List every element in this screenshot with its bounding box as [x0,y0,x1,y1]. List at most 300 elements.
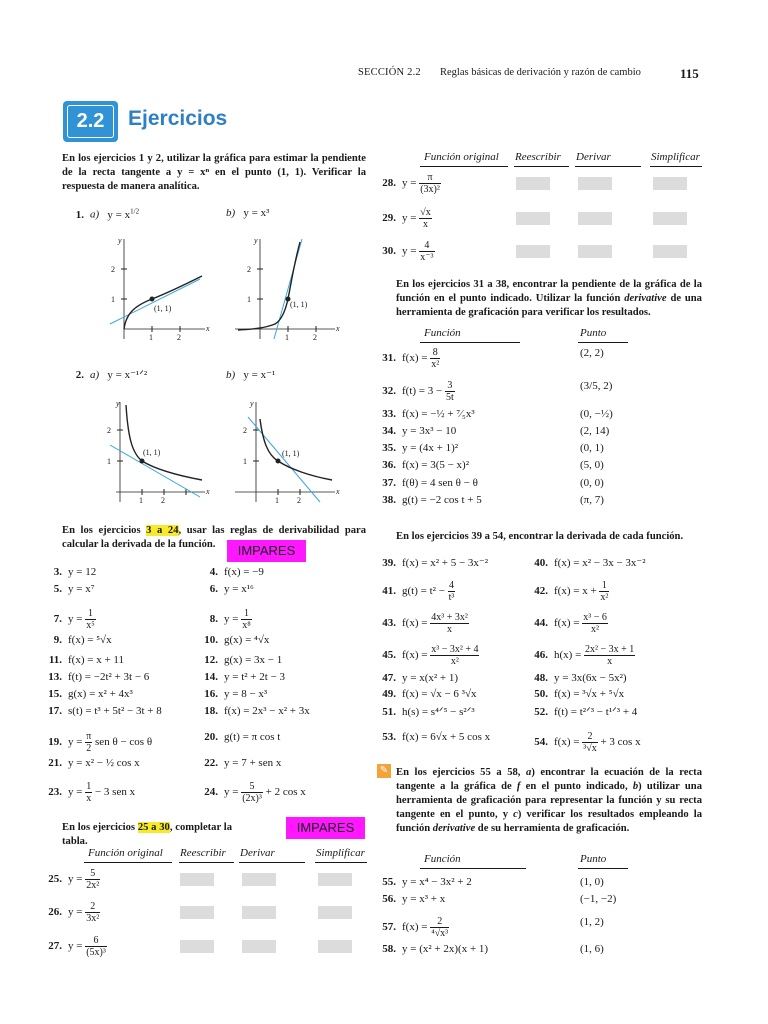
tick-x2: 2 [161,496,165,505]
expression-prefix: g(t) = t² − [402,585,448,598]
divider [420,342,520,343]
point-label: (1, 1) [154,304,172,313]
tick-x2: 2 [177,333,181,342]
table-row [40,935,107,958]
axis-x: x [336,324,340,333]
point-value: (−1, −2) [580,893,617,905]
graphing-utility-icon: ✎ [377,764,391,778]
point-label: (1, 1) [143,448,161,457]
fraction [430,347,440,370]
point-label: (1, 1) [282,449,300,458]
fraction [241,781,263,804]
intro-text: En los ejercicios [62,822,138,833]
expression-prefix: y = [68,906,86,919]
numerator: π [419,172,441,184]
expression: y = x¹⁶ [224,583,254,595]
exercise-number: 29. [382,212,396,225]
axis-x: x [336,487,340,496]
expression: y = x³ + x [402,893,446,905]
graph-1b [230,234,345,344]
answer-blank [516,245,550,258]
exercise-item [374,380,455,403]
expression-prefix: y = [68,873,86,886]
expression: y = x² − ½ cos x [68,757,140,769]
fraction [430,644,479,667]
expression: y = (x² + 2x)(x + 1) [402,943,489,955]
fraction [85,935,107,958]
denominator: x [86,793,92,804]
exercise-number: 45. [382,649,396,662]
col-punto: Punto [580,853,607,865]
expression: f(x) = x + 11 [68,654,124,666]
exercise-number: 4. [209,566,218,578]
exercise-number: 27. [48,940,62,953]
exercise-item [526,644,635,667]
answer-blank [242,906,276,919]
expression-prefix: y = [402,212,420,225]
expression-suffix: + 2 cos x [262,786,306,799]
exercise-item [526,556,646,569]
instructions-1-2: En los ejercicios 1 y 2, utilizar la gráfica para estimar la pendiente de la recta tangente a y = xⁿ en el punto (1, 1). Verificar la respuesta de manera analítica. [62,153,366,192]
answer-blank [180,873,214,886]
exercise-item [526,612,608,635]
divider [575,166,641,167]
expression-prefix: f(x) = [402,352,431,365]
expression: f(x) = 2x³ − x² + 3x [224,705,310,717]
denominator: x⁻³ [420,252,434,263]
exercise-1 [62,207,139,221]
exercise-item [374,876,472,888]
exercise-item [196,705,310,717]
table-row [40,868,100,891]
answer-blank [578,212,612,225]
exercise-item [374,893,445,905]
divider [179,862,234,863]
impares-tag-2: IMPARES [286,817,365,839]
denominator: (5x)³ [86,947,106,958]
col-punto: Punto [580,327,607,339]
highlight-range: 25 a 30 [137,822,170,833]
intro-text: , completar la tabla. [62,822,232,847]
denominator: ³√x [583,743,597,754]
exercise-number: 14. [204,671,218,683]
point-value: (1, 6) [580,943,604,955]
numerator: 1 [85,608,96,620]
point-value: (1, 0) [580,876,604,888]
denominator: t³ [448,592,455,603]
exercise-item [374,556,488,569]
exercise-item [374,347,440,370]
exercise-item [40,671,149,683]
tick-x1: 1 [139,496,143,505]
expression: y = 12 [68,566,97,578]
exercise-item [374,425,456,437]
divider [650,166,702,167]
tick-x2: 2 [297,496,301,505]
equation-1b: y = x³ [243,207,270,219]
exercise-number: 40. [534,557,548,569]
exercise-number: 51. [382,706,396,718]
col-funcion-original: Función original [88,847,163,859]
exercise-number: 56. [382,893,396,905]
fraction [582,731,598,754]
instructions-25-30 [62,821,232,849]
exercise-number: 38. [382,494,396,506]
graph-1a [100,234,215,344]
numerator: 4 [449,580,455,591]
exercise-item [196,688,267,700]
point-value: (3/5, 2) [580,380,613,392]
expression-prefix: f(t) = 3 − [402,385,445,398]
expression-prefix: y = [68,786,86,799]
expression: g(x) = ⁴√x [224,634,270,646]
numerator: 2x² − 3x + 1 [585,644,635,655]
exercise-item [40,757,140,769]
table-row [40,901,100,924]
denominator: x [607,656,613,667]
exercise-number: 22. [204,757,218,769]
instructions-3-24 [62,524,366,552]
instructions-55-58: En los ejercicios 55 a 58, a) encontrar la ecuación de la recta tangente a la gráfica de f en el punto indicado, b) utilizar una herramienta de graficación para representar la función y su recta tangente en el punto, y c) verificar los resultados empleando la función derivative de su herramienta de graficación. [396,767,703,834]
divider [578,868,628,869]
exercise-number: 20. [204,731,218,743]
exercise-item [40,781,135,804]
exercise-number: 26. [48,906,62,919]
divider [239,862,305,863]
numerator: 8 [430,347,440,359]
exercise-item [526,731,641,754]
denominator: ⁴√x³ [431,928,449,939]
axis-y: y [250,399,254,408]
expression-prefix: f(x) = [554,736,583,749]
expression: f(x) = x² + 5 − 3x⁻² [402,557,489,569]
denominator: 3x² [86,913,100,924]
expression-prefix: y = [224,786,242,799]
expression-prefix: y = [68,940,86,953]
expression: y = x(x² + 1) [402,672,459,684]
exercise-number: 30. [382,245,396,258]
exercise-number: 18. [204,705,218,717]
numerator: 6 [85,935,107,947]
exercise-number: 12. [204,654,218,666]
graph-2b [230,397,345,507]
equation-2a: y = x⁻¹ᐟ² [107,369,148,381]
col-derivar: Derivar [576,151,611,163]
fraction [445,380,455,403]
divider [315,862,367,863]
instructions-31-38: En los ejercicios 31 a 38, encontrar la pendiente de la gráfica de la función en el punto indicado. Utilizar la función derivative de una herramienta de graficación para verificar los resultados. [396,279,702,318]
exercise-item [196,654,282,666]
numerator: 5 [241,781,263,793]
exercise-number: 55. [382,876,396,888]
exercise-number: 54. [534,736,548,749]
expression-prefix: f(x) = [402,921,431,934]
exercise-item [374,644,479,667]
expression: g(t) = −2 cos t + 5 [402,494,482,506]
numerator: 2 [85,901,100,913]
point-value: (1, 2) [580,916,604,928]
exercise-item [196,583,254,595]
exercise-number: 19. [48,736,62,749]
exercise-item [374,705,475,718]
fraction [584,644,635,667]
exercise-number: 53. [382,731,396,743]
tick-y2: 2 [243,426,247,435]
denominator: 2 [86,743,92,754]
fraction [419,207,432,230]
exercise-item [196,566,264,578]
denominator: x² [591,624,600,635]
intro-text: , usar las reglas de derivabilidad para calcular la derivada de la función. [62,525,367,550]
exercise-number: 8. [209,613,218,626]
exercise-number: 23. [48,786,62,799]
expression-prefix: y = [402,177,420,190]
fraction [599,580,609,603]
exercise-number: 9. [53,634,62,646]
exercise-item [196,731,280,743]
tick-y1: 1 [107,457,111,466]
section-label: SECCIÓN 2.2 [358,67,421,78]
exercise-item [374,731,490,743]
impares-tag-1: IMPARES [227,540,306,562]
numerator: x³ − 6 [583,612,607,623]
exercise-item [196,608,252,631]
point-value: (0, −½) [580,408,613,420]
axis-y: y [118,236,122,245]
divider [420,868,526,869]
exercise-item [40,583,95,595]
tick-y2: 2 [107,426,111,435]
answer-blank [578,177,612,190]
answer-blank [516,212,550,225]
equation-2b: y = x⁻¹ [243,369,276,381]
expression: f(θ) = 4 sen θ − θ [402,477,478,489]
expression-prefix: y = [68,736,86,749]
col-derivar: Derivar [240,847,275,859]
axis-y: y [116,399,120,408]
tick-y2: 2 [111,265,115,274]
point-value: (2, 2) [580,347,604,359]
point-value: (0, 0) [580,477,604,489]
divider [578,342,628,343]
exercise-number: 5. [53,583,62,595]
part-b-label: b) [226,369,236,381]
denominator: x [422,219,428,230]
exercise-item [40,566,96,578]
part-b-label: b) [226,207,236,219]
exercise-number: 7. [53,613,62,626]
answer-blank [180,906,214,919]
part-a-label: a) [90,369,100,381]
fraction [419,240,434,263]
denominator: x² [450,656,459,667]
exercise-item [374,442,458,454]
expression-suffix: − 3 sen x [92,786,136,799]
exercise-number: 37. [382,477,396,489]
exercise-number: 57. [382,921,396,934]
axis-y: y [254,236,258,245]
expression: y = t² + 2t − 3 [224,671,286,683]
expression-prefix: y = [224,613,242,626]
expression-suffix: + 3 cos x [597,736,641,749]
denominator: x [447,624,453,635]
expression-prefix: y = [402,245,420,258]
point-value: (0, 1) [580,442,604,454]
exercise-number: 28. [382,177,396,190]
numerator: 5 [85,868,100,880]
expression: s(t) = t³ + 5t² − 3t + 8 [68,705,162,717]
divider [420,166,508,167]
numerator: 4x³ + 3x² [431,612,468,623]
exercise-number: 58. [382,943,396,955]
expression: f(x) = √x − 6 ³√x [402,688,477,700]
exercise-number: 31. [382,352,396,365]
part-a-label: a) [90,208,100,221]
divider [514,166,569,167]
answer-blank [242,873,276,886]
exercise-number: 6. [209,583,218,595]
exercise-number: 36. [382,459,396,471]
exercise-number: 25. [48,873,62,886]
exercise-item [40,634,112,646]
exercise-number: 47. [382,672,396,684]
answer-blank [653,177,687,190]
expression: g(x) = 3x − 1 [224,654,283,666]
expression: f(x) = x² − 3x − 3x⁻² [554,557,646,569]
exercise-number: 32. [382,385,396,398]
fraction [430,916,449,939]
exercise-item [374,477,478,489]
expression: h(s) = s⁴ᐟ⁵ − s²ᐟ³ [402,706,475,718]
expression: f(x) = 3(5 − x)² [402,459,470,471]
exercise-number: 52. [534,706,548,718]
fraction [241,608,252,631]
exercise-item [526,580,609,603]
exercise-item [526,705,637,718]
col-reescribir: Reescribir [515,151,561,163]
answer-blank [653,212,687,225]
numerator: √x [420,207,431,218]
expression: f(x) = ⁵√x [68,634,112,646]
exercise-number: 44. [534,617,548,630]
numerator: 1 [86,781,92,792]
exercise-number: 48. [534,672,548,684]
expression: f(t) = −2t² + 3t − 6 [68,671,150,683]
col-funcion: Función [424,853,461,865]
expression: y = (4x + 1)² [402,442,459,454]
fraction [448,580,456,603]
exercise-item [374,580,455,603]
answer-blank [318,873,352,886]
answer-blank [180,940,214,953]
denominator: x⁵ [86,620,95,631]
section-number: 2.2 [67,105,114,138]
numerator: x³ − 3x² + 4 [431,644,479,655]
numerator: 4 [419,240,434,252]
section-title: Ejercicios [128,107,228,130]
col-simplificar: Simplificar [316,847,365,859]
exercise-number: 42. [534,585,548,598]
answer-blank [653,245,687,258]
exercise-1b [226,207,269,219]
exercise-item [374,612,469,635]
fraction [85,608,96,631]
expression-suffix: sen θ − cos θ [92,736,153,749]
numerator: 3 [445,380,455,392]
exercise-item [196,671,285,683]
intro-text: En los ejercicios [62,525,147,536]
exercise-2b [226,368,275,381]
expression-prefix: f(x) = [402,617,431,630]
point-value: (π, 7) [580,494,604,506]
numerator: π [86,731,92,742]
axis-x: x [206,324,210,333]
exercise-item [40,705,162,717]
exercise-number: 50. [534,688,548,700]
exercise-item [374,688,477,700]
expression-prefix: f(x) = x + [554,585,600,598]
page-number: 115 [680,66,699,81]
fraction [430,612,469,635]
exercise-number: 13. [48,671,62,683]
exercise-number: 39. [382,557,396,569]
expression-prefix: f(x) = [554,617,583,630]
exercise-number: 34. [382,425,396,437]
exercise-item [374,408,475,420]
col-funcion-original: Función original [424,151,499,163]
denominator: x² [600,592,609,603]
exercise-number: 10. [204,634,218,646]
exercise-item [374,943,488,955]
numerator: 2 [430,916,449,928]
exercise-number: 15. [48,688,62,700]
numerator: 1 [599,580,609,592]
numerator: 1 [241,608,252,620]
exercise-number: 3. [53,566,62,578]
exercise-item [196,781,306,804]
axis-x: x [206,487,210,496]
exercise-number: 46. [534,649,548,662]
exercise-2 [62,368,147,381]
col-funcion: Función [424,327,461,339]
exercise-number: 11. [48,654,62,666]
point-label: (1, 1) [290,300,308,309]
denominator: 2x² [86,880,100,891]
header-title: Reglas básicas de derivación y razón de cambio [440,67,641,78]
tick-y1: 1 [243,457,247,466]
fraction [85,901,100,924]
expression: y = x⁷ [68,583,95,595]
col-reescribir: Reescribir [180,847,226,859]
exercise-number: 16. [204,688,218,700]
fraction [85,868,100,891]
exercise-number: 35. [382,442,396,454]
expression: f(t) = t²ᐟ³ − t¹ᐟ³ + 4 [554,706,638,718]
col-simplificar: Simplificar [651,151,700,163]
expression: y = 3x(6x − 5x²) [554,672,627,684]
answer-blank [516,177,550,190]
table-row [374,172,441,195]
exercise-item [526,672,627,684]
numerator: 2 [582,731,598,743]
expression: f(x) = −9 [224,566,264,578]
expression: y = 8 − x³ [224,688,268,700]
expression: y = x⁴ − 3x² + 2 [402,876,472,888]
table-row [374,240,435,263]
denominator: x⁸ [242,620,251,631]
exercise-number: 21. [48,757,62,769]
expression: f(x) = −½ + ⁷⁄₅x³ [402,408,475,420]
